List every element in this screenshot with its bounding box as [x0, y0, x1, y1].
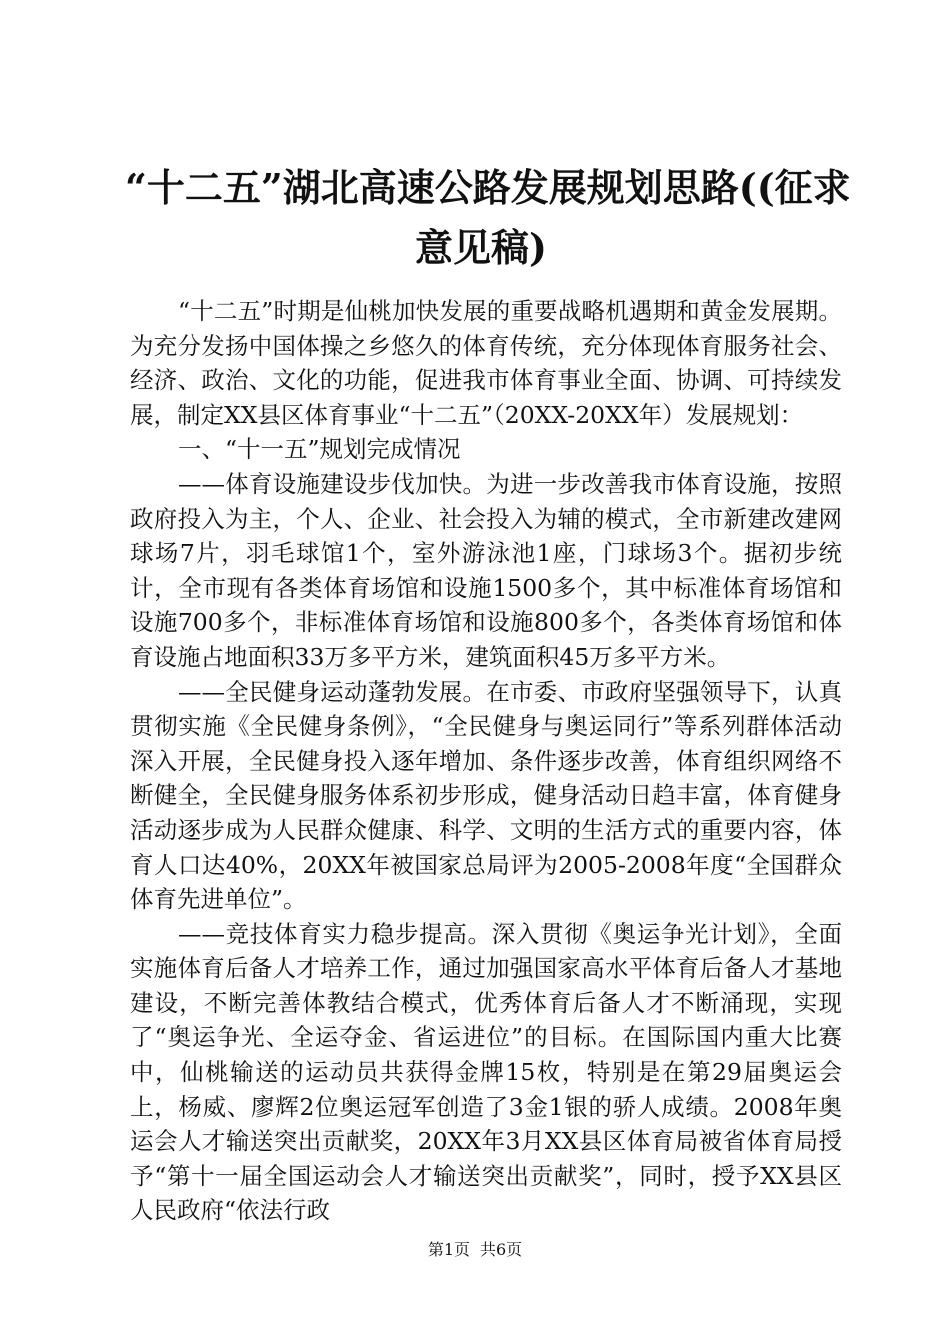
document-title	[125, 158, 851, 278]
title-line-2: 意见稿)	[415, 225, 547, 270]
document-body	[130, 294, 842, 1228]
paragraph-competitive-sports: ——竞技体育实力稳步提高。深入贯彻《奥运争光计划》，全面实施体育后备人才培养工作，通过加强国家高水平体育后备人才基地建设，不断完善体教结合模式，优秀体育后备人才不断涌现，实现了“奥运争光、全运夺金、省运进位”的目标。在国际国内重大比赛中，仙桃输送的运动员共获得金牌15枚，特别是在第29届奥运会上，杨威、廖辉2位奥运冠军创造了3金1银的骄人成绩。2008年奥运会人才输送突出贡献奖，20XX年3月XX县区体育局被省体育局授予“第十一届全国运动会人才输送突出贡献奖”，同时，授予XX县区人民政府“依法行政	[130, 919, 842, 1225]
section-heading: 一、“十一五”规划完成情况	[178, 435, 461, 464]
title-line-1: “十二五”湖北高速公路发展规划思路((征求	[125, 165, 851, 210]
page-total: 共6页	[480, 1240, 523, 1259]
page-footer	[0, 1240, 950, 1260]
page-number: 第1页	[427, 1240, 470, 1259]
paragraph-intro: “十二五”时期是仙桃加快发展的重要战略机遇期和黄金发展期。为充分发扬中国体操之乡悠久的体育传统，充分体现体育服务社会、经济、政治、文化的功能，促进我市体育事业全面、协调、可持续发展，制定XX县区体育事业“十二五”（20XX-20XX年）发展规划：	[130, 297, 842, 429]
paragraph-facilities: ——体育设施建设步伐加快。为进一步改善我市体育设施，按照政府投入为主，个人、企业、社会投入为辅的模式，全市新建改建网球场7片，羽毛球馆1个，室外游泳池1座，门球场3个。据初步统计，全市现有各类体育场馆和设施1500多个，其中标准体育场馆和设施700多个，非标准体育场馆和设施800多个，各类体育场馆和体育设施占地面积33万多平方米，建筑面积45万多平方米。	[130, 469, 842, 671]
paragraph-fitness: ——全民健身运动蓬勃发展。在市委、市政府坚强领导下，认真贯彻实施《全民健身条例》，“全民健身与奥运同行”等系列群体活动深入开展，全民健身投入逐年增加、条件逐步改善，体育组织网络不断健全，全民健身服务体系初步形成，健身活动日趋丰富，体育健身活动逐步成为人民群众健康、科学、文明的生活方式的重要内容，体育人口达40%，20XX年被国家总局评为2005-2008年度“全国群众体育先进单位”。	[130, 677, 842, 914]
